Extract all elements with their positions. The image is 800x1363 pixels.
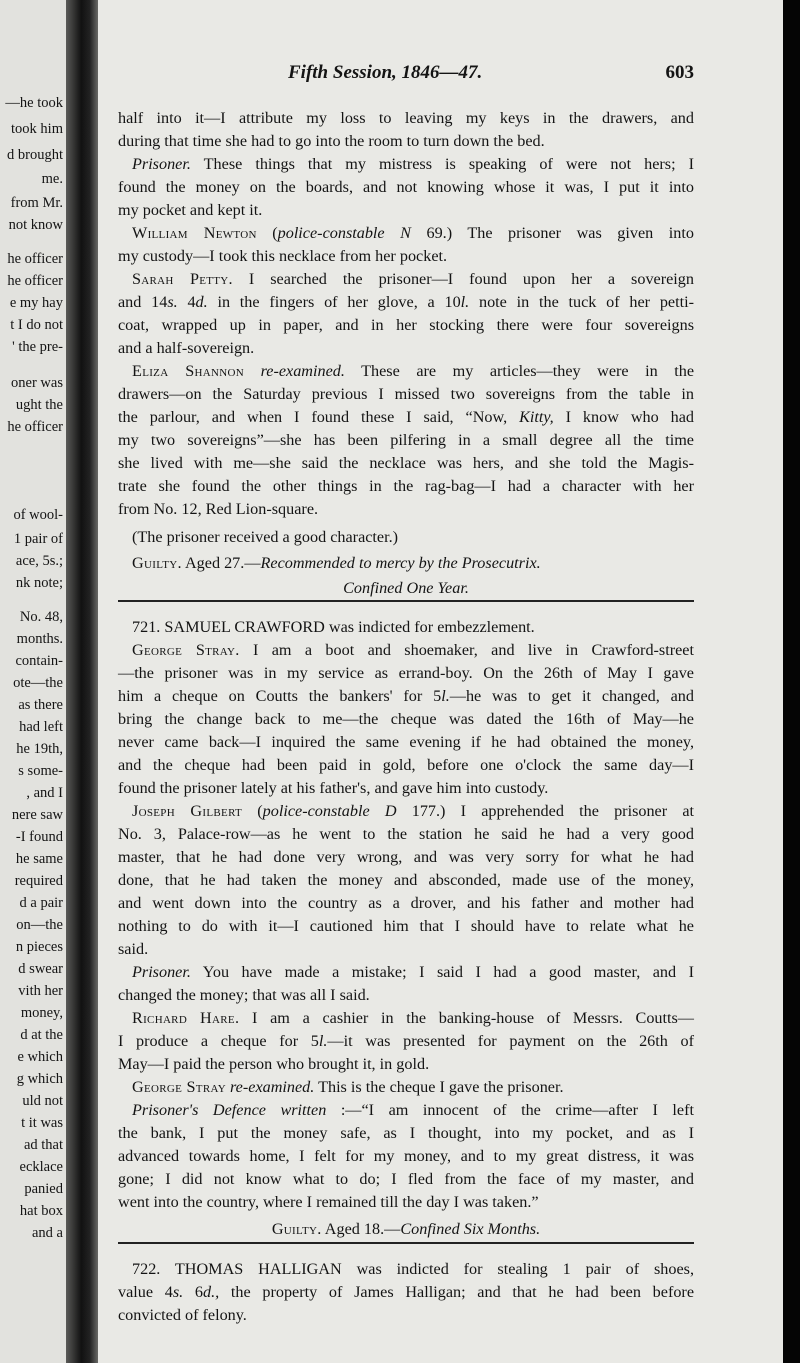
text-segment: in the fingers of her glove, a 10 (207, 293, 461, 311)
text-line (118, 386, 694, 402)
left-margin-line: had left (19, 719, 63, 735)
left-margin-line: he officer (7, 273, 63, 289)
text-segment: was indicted for embezzlement. (324, 618, 535, 636)
text-segment: my custody—I took this necklace from her pocket. (118, 247, 448, 265)
text-line (118, 133, 694, 149)
text-segment: and a half-sovereign. (118, 339, 255, 357)
text-segment: ( (256, 224, 278, 242)
text-segment: ( (242, 802, 263, 820)
text-segment: changed the money; that was all I said. (118, 986, 370, 1004)
text-line (118, 110, 694, 126)
left-margin-line: and a (32, 1225, 63, 1241)
left-margin-line: d at the (20, 1027, 63, 1043)
speaker-name: Guilty. (132, 554, 182, 572)
text-segment: (The prisoner received a good character.) (132, 528, 399, 546)
italic-text: d. (195, 293, 208, 311)
left-margin-line: s some- (18, 763, 63, 779)
italic-text: Confined Six Months. (400, 1220, 541, 1238)
italic-text: Kitty, (519, 408, 554, 426)
left-margin-line: ad that (23, 1137, 63, 1153)
book-gutter (66, 0, 100, 1363)
left-margin-line: uld not (22, 1093, 63, 1109)
text-segment: Aged 18.— (321, 1220, 401, 1238)
text-segment: the parlour, and when I found these I said, “Now, (118, 408, 520, 426)
text-line (118, 849, 694, 865)
speaker-name: George Stray (132, 1078, 226, 1096)
italic-text: Recommended to mercy by the Prosecutrix. (260, 554, 541, 572)
text-segment: the bank, I put the money safe, as I thought, into my pocket, and as I (118, 1124, 694, 1142)
text-segment: I produce a cheque for 5 (118, 1032, 319, 1050)
text-line (118, 555, 694, 571)
left-margin-line: required (14, 873, 63, 889)
italic-text: police-constable N (277, 224, 411, 242)
text-segment: she lived with me—she said the necklace was hers, and she told the Magis- (118, 454, 694, 472)
right-page (98, 0, 783, 1363)
speaker-name: William Newton (132, 224, 257, 242)
text-line (118, 529, 694, 545)
text-line (118, 501, 694, 517)
left-margin-line: from Mr. (10, 195, 63, 211)
text-line (118, 987, 694, 1003)
text-line (118, 455, 694, 471)
italic-text: Prisoner. (132, 155, 191, 173)
left-margin-line: nk note; (15, 575, 63, 591)
text-segment: No. 3, Palace-row—as he went to the station he said he had a very good (118, 825, 694, 843)
italic-text: d., (203, 1283, 220, 1301)
section-divider-rule (118, 1242, 694, 1244)
text-segment: —it was presented for payment on the 26th of (327, 1032, 694, 1050)
text-segment: was indicted for stealing 1 pair of shoes, (341, 1260, 694, 1278)
left-margin-line: he officer (7, 251, 63, 267)
text-line (118, 317, 694, 333)
text-segment: 69.) The prisoner was given into (410, 224, 694, 242)
text-segment: value 4 (118, 1283, 173, 1301)
text-line (118, 409, 694, 425)
left-page-fragment (0, 0, 66, 1363)
left-margin-line: e which (17, 1049, 63, 1065)
left-margin-line: took him (11, 121, 63, 137)
text-segment: and went down into the country as a drover, and his father and mother had (118, 894, 694, 912)
text-line (118, 294, 694, 310)
text-segment: nothing to do with it—I cautioned him that I should have to relate what he (118, 917, 694, 935)
running-header (118, 62, 694, 84)
text-line (118, 1171, 694, 1187)
left-margin-line: on—the (16, 917, 63, 933)
text-line (118, 179, 694, 195)
text-line (118, 826, 694, 842)
italic-text: l. (460, 293, 470, 311)
left-margin-line: d brought (7, 147, 63, 163)
italic-text: s. (167, 293, 178, 311)
italic-text: re-examined. (229, 1078, 315, 1096)
text-segment (244, 362, 261, 380)
left-margin-line: t it was (21, 1115, 63, 1131)
text-segment: found the money on the boards, and not knowing whose it was, I put it into (118, 178, 694, 196)
left-margin-line: ' the pre- (12, 339, 63, 355)
text-segment: never came back—I inquired the same evening if he had obtained the money, (118, 733, 694, 751)
running-title: Fifth Session, 1846—47. (288, 62, 483, 83)
speaker-name: Guilty. (271, 1220, 322, 1238)
left-margin-line: No. 48, (19, 609, 63, 625)
text-line (118, 1261, 694, 1277)
text-segment: You have made a mistake; I said I had a good master, and I (190, 963, 694, 981)
text-segment: 4 (177, 293, 196, 311)
text-line (118, 872, 694, 888)
text-segment: These things that my mistress is speaking of were not hers; I (190, 155, 694, 173)
left-margin-line: he same (15, 851, 63, 867)
speaker-name: Eliza Shannon (132, 362, 245, 380)
left-margin-line: panied (24, 1181, 63, 1197)
text-line (118, 642, 694, 658)
text-segment: This is the cheque I gave the prisoner. (314, 1078, 564, 1096)
text-line (118, 225, 694, 241)
left-margin-line: oner was (11, 375, 63, 391)
left-margin-line: me. (41, 171, 63, 187)
italic-text: Prisoner. (132, 963, 191, 981)
text-line (118, 757, 694, 773)
text-segment: drawers—on the Saturday previous I missed two sovereigns from the table in (118, 385, 694, 403)
left-margin-line: t I do not (10, 317, 63, 333)
text-line (118, 1194, 694, 1210)
text-segment: done, that he had taken the money and absconded, made use of the money, (118, 871, 694, 889)
text-line (118, 1056, 694, 1072)
text-line (118, 1221, 694, 1237)
italic-text: l. (318, 1032, 328, 1050)
text-line (118, 1125, 694, 1141)
text-segment: I am a cashier in the banking-house of Messrs. Coutts— (239, 1009, 694, 1027)
text-line (118, 478, 694, 494)
text-line (118, 619, 694, 635)
text-segment: gone; I did not know what to do; I fled from the face of my master, and (118, 1170, 694, 1188)
left-margin-line: ace, 5s.; (15, 553, 63, 569)
left-margin-line: , and I (26, 785, 63, 801)
text-line (118, 711, 694, 727)
speaker-name: Joseph Gilbert (132, 802, 243, 820)
text-line (118, 688, 694, 704)
text-line (118, 895, 694, 911)
text-line (118, 248, 694, 264)
text-segment: during that time she had to go into the room to turn down the bed. (118, 132, 545, 150)
text-segment: 6 (183, 1283, 204, 1301)
speaker-name: Richard Hare. (132, 1009, 240, 1027)
text-segment: from No. 12, Red Lion-square. (118, 500, 319, 518)
left-margin-line: ecklace (19, 1159, 63, 1175)
left-margin-line: n pieces (15, 939, 63, 955)
text-segment: Aged 27.— (181, 554, 261, 572)
left-margin-line: as there (18, 697, 63, 713)
left-margin-line: hat box (19, 1203, 63, 1219)
text-line (118, 1010, 694, 1026)
text-segment: 722. THOMAS HALLIGAN (132, 1260, 342, 1278)
text-segment: found the prisoner lately at his father's, and gave him into custody. (118, 779, 549, 797)
left-margin-line: contain- (15, 653, 63, 669)
left-margin-line: —he took (5, 95, 63, 111)
left-margin-line: -I found (15, 829, 63, 845)
left-margin-line: not know (8, 217, 63, 233)
text-segment: him a cheque on Coutts the bankers' for 5 (118, 687, 442, 705)
italic-text: re-examined. (260, 362, 345, 380)
text-segment: 721. SAMUEL CRAWFORD (132, 618, 325, 636)
left-margin-line: of wool- (13, 507, 63, 523)
left-margin-line: 1 pair of (13, 531, 63, 547)
page-edge-shadow (783, 0, 800, 1363)
text-segment: —he was to get it changed, and (449, 687, 694, 705)
text-line (118, 1284, 694, 1300)
text-segment: half into it—I attribute my loss to leaving my keys in the drawers, and (118, 109, 694, 127)
section-divider-rule (118, 600, 694, 602)
italic-text: s. (172, 1283, 184, 1301)
text-segment: master, that he had done very wrong, and was very sorry for what he had (118, 848, 694, 866)
text-line (118, 340, 694, 356)
left-margin-line: ote—the (13, 675, 63, 691)
text-segment: the property of James Halligan; and that he had been before (219, 1283, 694, 1301)
text-line (118, 1079, 694, 1095)
text-line (118, 803, 694, 819)
text-segment: I am a boot and shoemaker, and live in Crawford-street (239, 641, 694, 659)
left-margin-line: d a pair (19, 895, 63, 911)
italic-text: Confined One Year. (343, 579, 469, 597)
text-line (118, 780, 694, 796)
text-segment: 177.) I apprehended the prisoner at (396, 802, 695, 820)
text-line (118, 1148, 694, 1164)
text-segment: my two sovereigns”—she has been pilfering in a small degree all the time (118, 431, 694, 449)
text-line (118, 432, 694, 448)
left-margin-line: nere saw (11, 807, 63, 823)
text-segment: —the prisoner was in my service as errand-boy. On the 26th of May I gave (118, 664, 694, 682)
text-segment: I know who had (553, 408, 694, 426)
italic-text: police-constable D (262, 802, 397, 820)
text-line (118, 1307, 694, 1323)
text-line (118, 363, 694, 379)
text-segment: coat, wrapped up in paper, and in her stocking there were four sovereigns (118, 316, 694, 334)
italic-text: Prisoner's Defence written (132, 1101, 327, 1119)
text-line (118, 665, 694, 681)
speaker-name: George Stray. (132, 641, 240, 659)
text-line (118, 271, 694, 287)
italic-text: l. (441, 687, 450, 705)
text-segment: I searched the prisoner—I found upon her a sovereign (232, 270, 694, 288)
left-margin-line: he officer (7, 419, 63, 435)
text-line (118, 1033, 694, 1049)
text-segment: my pocket and kept it. (118, 201, 263, 219)
left-margin-line: vith her (18, 983, 63, 999)
left-margin-line: he 19th, (16, 741, 63, 757)
text-line (118, 1102, 694, 1118)
left-margin-line: d swear (18, 961, 63, 977)
text-line (118, 202, 694, 218)
text-line (118, 734, 694, 750)
left-margin-line: ught the (15, 397, 63, 413)
speaker-name: Sarah Petty. (132, 270, 233, 288)
left-margin-line: months. (16, 631, 63, 647)
page-number: 603 (665, 62, 694, 83)
text-segment: May—I paid the person who brought it, in gold. (118, 1055, 430, 1073)
text-segment: and the cheque had been paid in gold, before one o'clock the same day—I (118, 756, 694, 774)
text-line (118, 964, 694, 980)
text-line (118, 156, 694, 172)
text-segment: trate she found the other things in the rag-bag—I had a character with her (118, 477, 694, 495)
text-segment: bring the change back to me—the cheque was dated the 16th of May—he (118, 710, 694, 728)
left-margin-line: money, (20, 1005, 63, 1021)
text-line (118, 918, 694, 934)
text-segment: note in the tuck of her petti- (469, 293, 694, 311)
text-line (118, 580, 694, 596)
text-segment: These are my articles—they were in the (344, 362, 695, 380)
text-segment: convicted of felony. (118, 1306, 247, 1324)
text-segment: went into the country, where I remained till the day I was taken.” (118, 1193, 539, 1211)
left-margin-line: g which (16, 1071, 63, 1087)
left-margin-line: e my hay (9, 295, 63, 311)
text-segment: said. (118, 940, 149, 958)
text-line (118, 941, 694, 957)
text-segment: :—“I am innocent of the crime—after I left (326, 1101, 694, 1119)
text-segment: advanced towards home, I felt for my money, and to my great distress, it was (118, 1147, 694, 1165)
text-segment: and 14 (118, 293, 168, 311)
